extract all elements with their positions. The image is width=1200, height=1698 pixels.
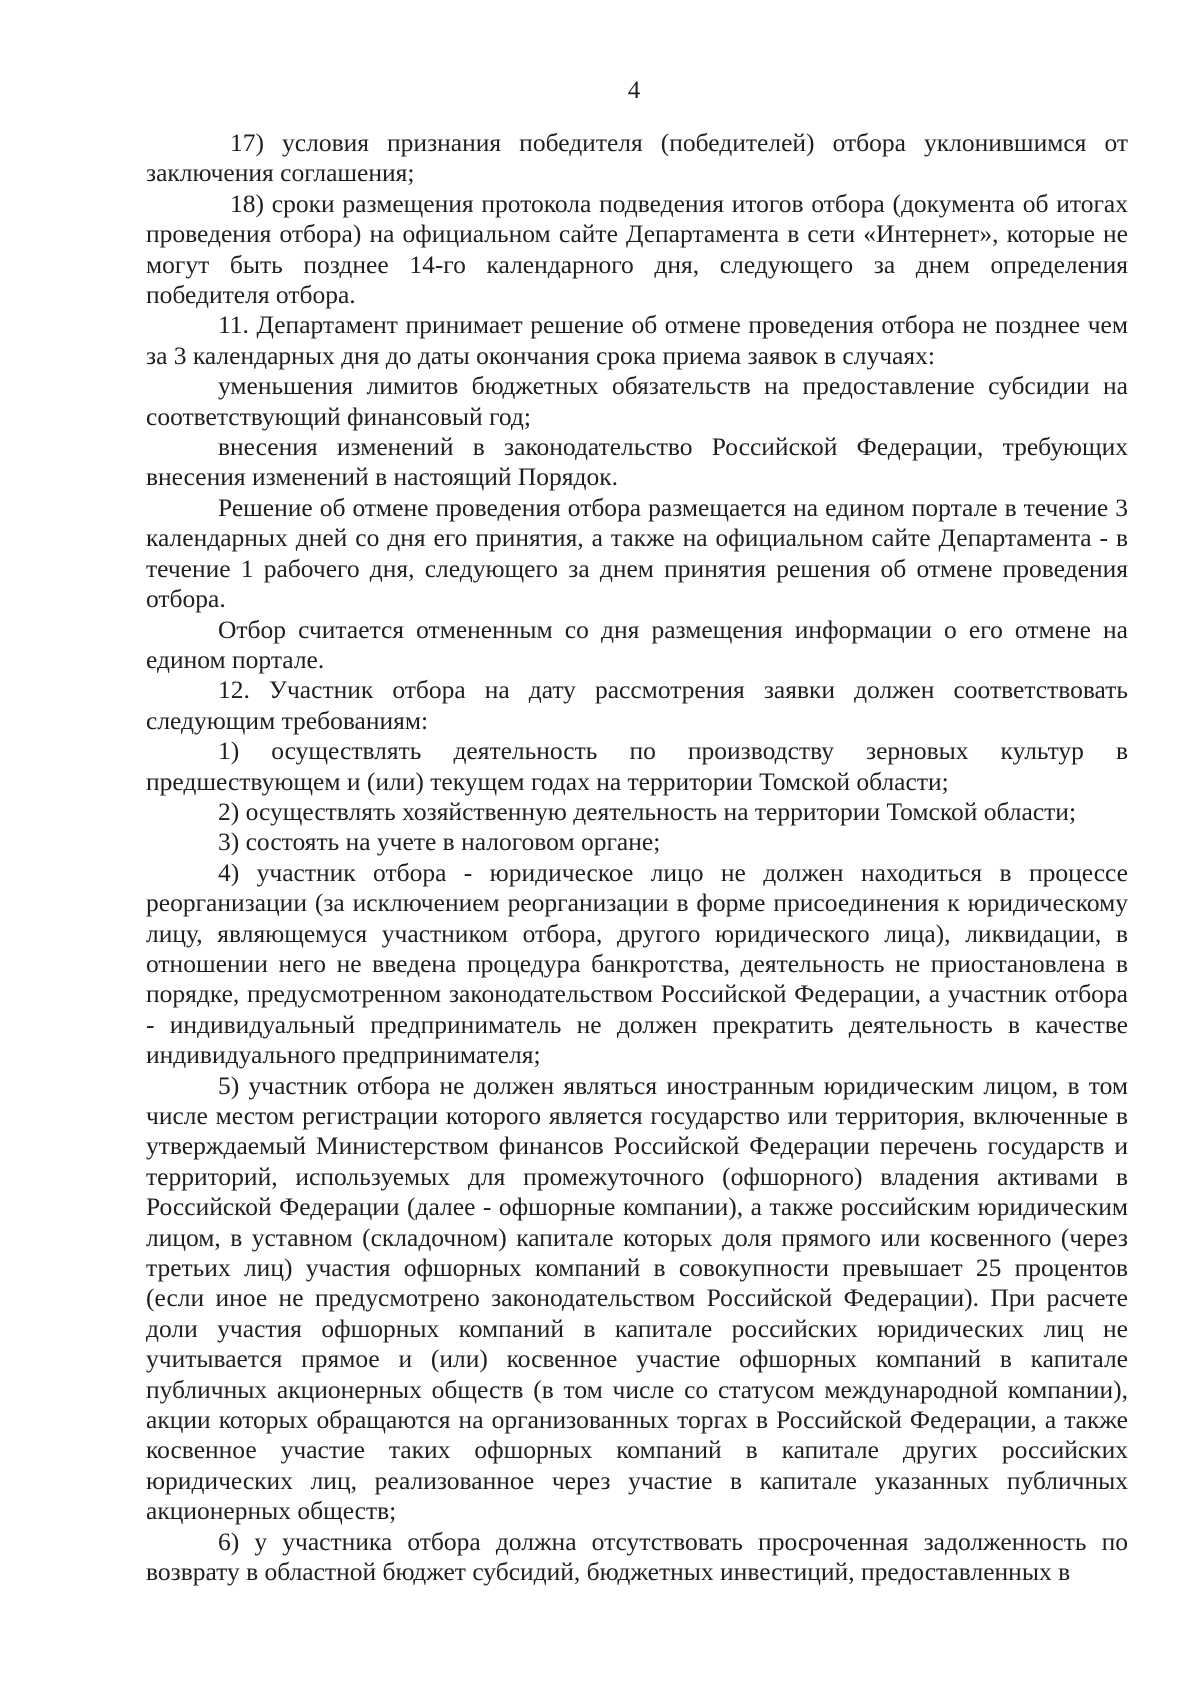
paragraph-section-12: 12. Участник отбора на дату рассмотрения заявки должен соответствовать следующим требованиям: bbox=[146, 675, 1128, 735]
paragraph-case-legislation: внесения изменений в законодательство Российской Федерации, требующих внесения изменений в настоящий Порядок. bbox=[146, 432, 1128, 492]
page-number: 4 bbox=[627, 77, 641, 104]
paragraph-case-limits: уменьшения лимитов бюджетных обязательств на предоставление субсидии на соответствующий финансовый год; bbox=[146, 371, 1128, 431]
paragraph-section-11: 11. Департамент принимает решение об отмене проведения отбора не позднее чем за 3 календарных дня до даты окончания срока приема заявок в случаях: bbox=[146, 310, 1128, 370]
paragraph-requirement-2: 2) осуществлять хозяйственную деятельность на территории Томской области; bbox=[218, 796, 1077, 826]
paragraph-requirement-1: 1) осуществлять деятельность по производству зерновых культур в предшествующем и (или) текущем годах на территории Томской области; bbox=[146, 736, 1128, 796]
paragraph-requirement-5: 5) участник отбора не должен являться иностранным юридическим лицом, в том числе местом регистрации которого является государство или территория, включенные в утверждаемый Министерством финансов Российской Федерации перечень государств и территорий, используемых для промежуточного (офшорного) владения активами в Российской Федерации (далее - офшорные компании), а также российским юридическим лицом, в уставном (складочном) капитале которых доля прямого или косвенного (через третьих лиц) участия офшорных компаний в совокупности превышает 25 процентов (если иное не предусмотрено законодательством Российской Федерации). При расчете доли участия офшорных компаний в капитале российских юридических лиц не учитывается прямое и (или) косвенное участие офшорных компаний в капитале публичных акционерных обществ (в том числе со статусом международной компании), акции которых обращаются на организованных торгах в Российской Федерации, а также косвенное участие таких офшорных компаний в капитале других российских юридических лиц, реализованное через участие в капитале указанных публичных акционерных обществ; bbox=[146, 1070, 1128, 1526]
paragraph-cancel-effective: Отбор считается отмененным со дня размещения информации о его отмене на едином портале. bbox=[146, 614, 1128, 674]
paragraph-item-17: 17) условия признания победителя (победителей) отбора уклонившимся от заключения соглашения; bbox=[146, 128, 1128, 188]
paragraph-item-18: 18) сроки размещения протокола подведения итогов отбора (документа об итогах проведения отбора) на официальном сайте Департамента в сети «Интернет», которые не могут быть позднее 14-го календарного дня, следующего за днем определения победителя отбора. bbox=[146, 188, 1128, 310]
paragraph-cancel-publication: Решение об отмене проведения отбора размещается на едином портале в течение 3 календарных дней со дня его принятия, а также на официальном сайте Департамента - в течение 1 рабочего дня, следующего за днем принятия решения об отмене проведения отбора. bbox=[146, 492, 1128, 614]
paragraph-requirement-3: 3) состоять на учете в налоговом органе; bbox=[218, 827, 661, 857]
paragraph-requirement-6: 6) у участника отбора должна отсутствовать просроченная задолженность по возврату в областной бюджет субсидий, бюджетных инвестиций, предоставленных в bbox=[146, 1526, 1128, 1587]
document-body bbox=[146, 128, 1128, 1588]
paragraph-requirement-4: 4) участник отбора - юридическое лицо не должен находиться в процессе реорганизации (за исключением реорганизации в форме присоединения к юридическому лицу, являющемуся участником отбора, другого юридического лица), ликвидации, в отношении него не введена процедура банкротства, деятельность не приостановлена в порядке, предусмотренном законодательством Российской Федерации, а участник отбора - индивидуальный предприниматель не должен прекратить деятельность в качестве индивидуального предпринимателя; bbox=[146, 857, 1128, 1070]
